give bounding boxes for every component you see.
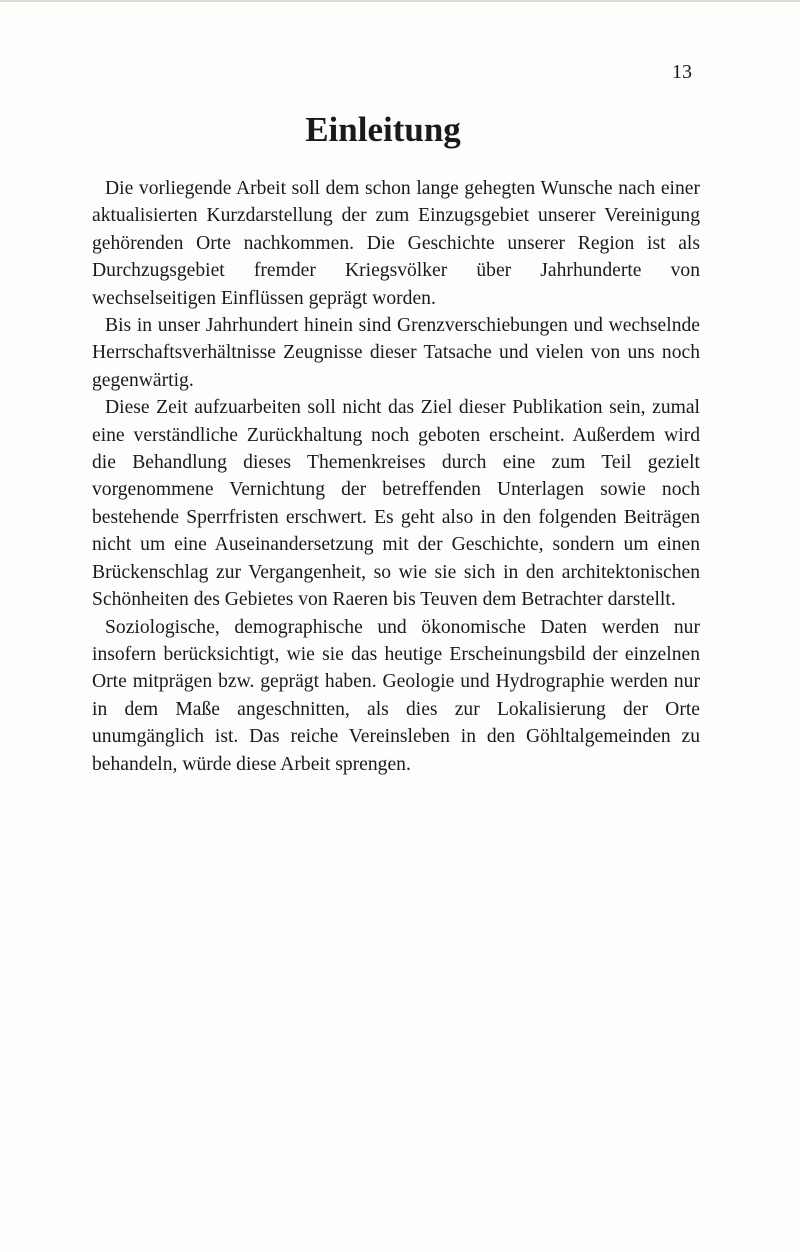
page-number: 13: [672, 61, 692, 83]
body-text: [92, 175, 700, 778]
paragraph-4: Soziologische, demographische und ökonomische Daten werden nur insofern berücksichtigt, wie sie das heutige Erscheinungsbild der einzelnen Orte mitprägen bzw. geprägt haben. Geologie und Hydrographie werden nur in dem Maße angeschnitten, als dies zur Lokalisierung der Orte unumgänglich ist. Das reiche Vereinsleben in den Göhltalgemeinden zu behandeln, würde diese Arbeit sprengen.: [92, 616, 700, 775]
paragraph-2: Bis in unser Jahrhundert hinein sind Grenzverschiebungen und wechselnde Herrschaftsverhältnisse Zeugnisse dieser Tatsache und vielen von uns noch gegenwärtig.: [92, 315, 700, 391]
page-top-edge: [0, 0, 800, 2]
paragraph-1: Die vorliegende Arbeit soll dem schon lange gehegten Wunsche nach einer aktualisierten Kurzdarstellung der zum Einzugsgebiet unserer Vereinigung gehörenden Orte nachkommen. Die Geschichte unserer Region ist als Durchzugsgebiet fremder Kriegsvölker über Jahrhunderte von wechselseitigen Einflüssen geprägt worden.: [92, 178, 700, 309]
chapter-title: Einleitung: [305, 110, 461, 149]
paragraph-3: Diese Zeit aufzuarbeiten soll nicht das Ziel dieser Publikation sein, zumal eine verständliche Zurückhaltung noch geboten erscheint. Außerdem wird die Behandlung dieses Themenkreises durch eine zum Teil gezielt vorgenommene Vernichtung der betreffenden Unterlagen sowie noch bestehende Sperrfristen erschwert. Es geht also in den folgenden Beiträgen nicht um eine Auseinandersetzung mit der Geschichte, sondern um einen Brückenschlag zur Vergangenheit, so wie sie sich in den architektonischen Schönheiten des Gebietes von Raeren bis Teuven dem Betrachter darstellt.: [92, 397, 700, 611]
